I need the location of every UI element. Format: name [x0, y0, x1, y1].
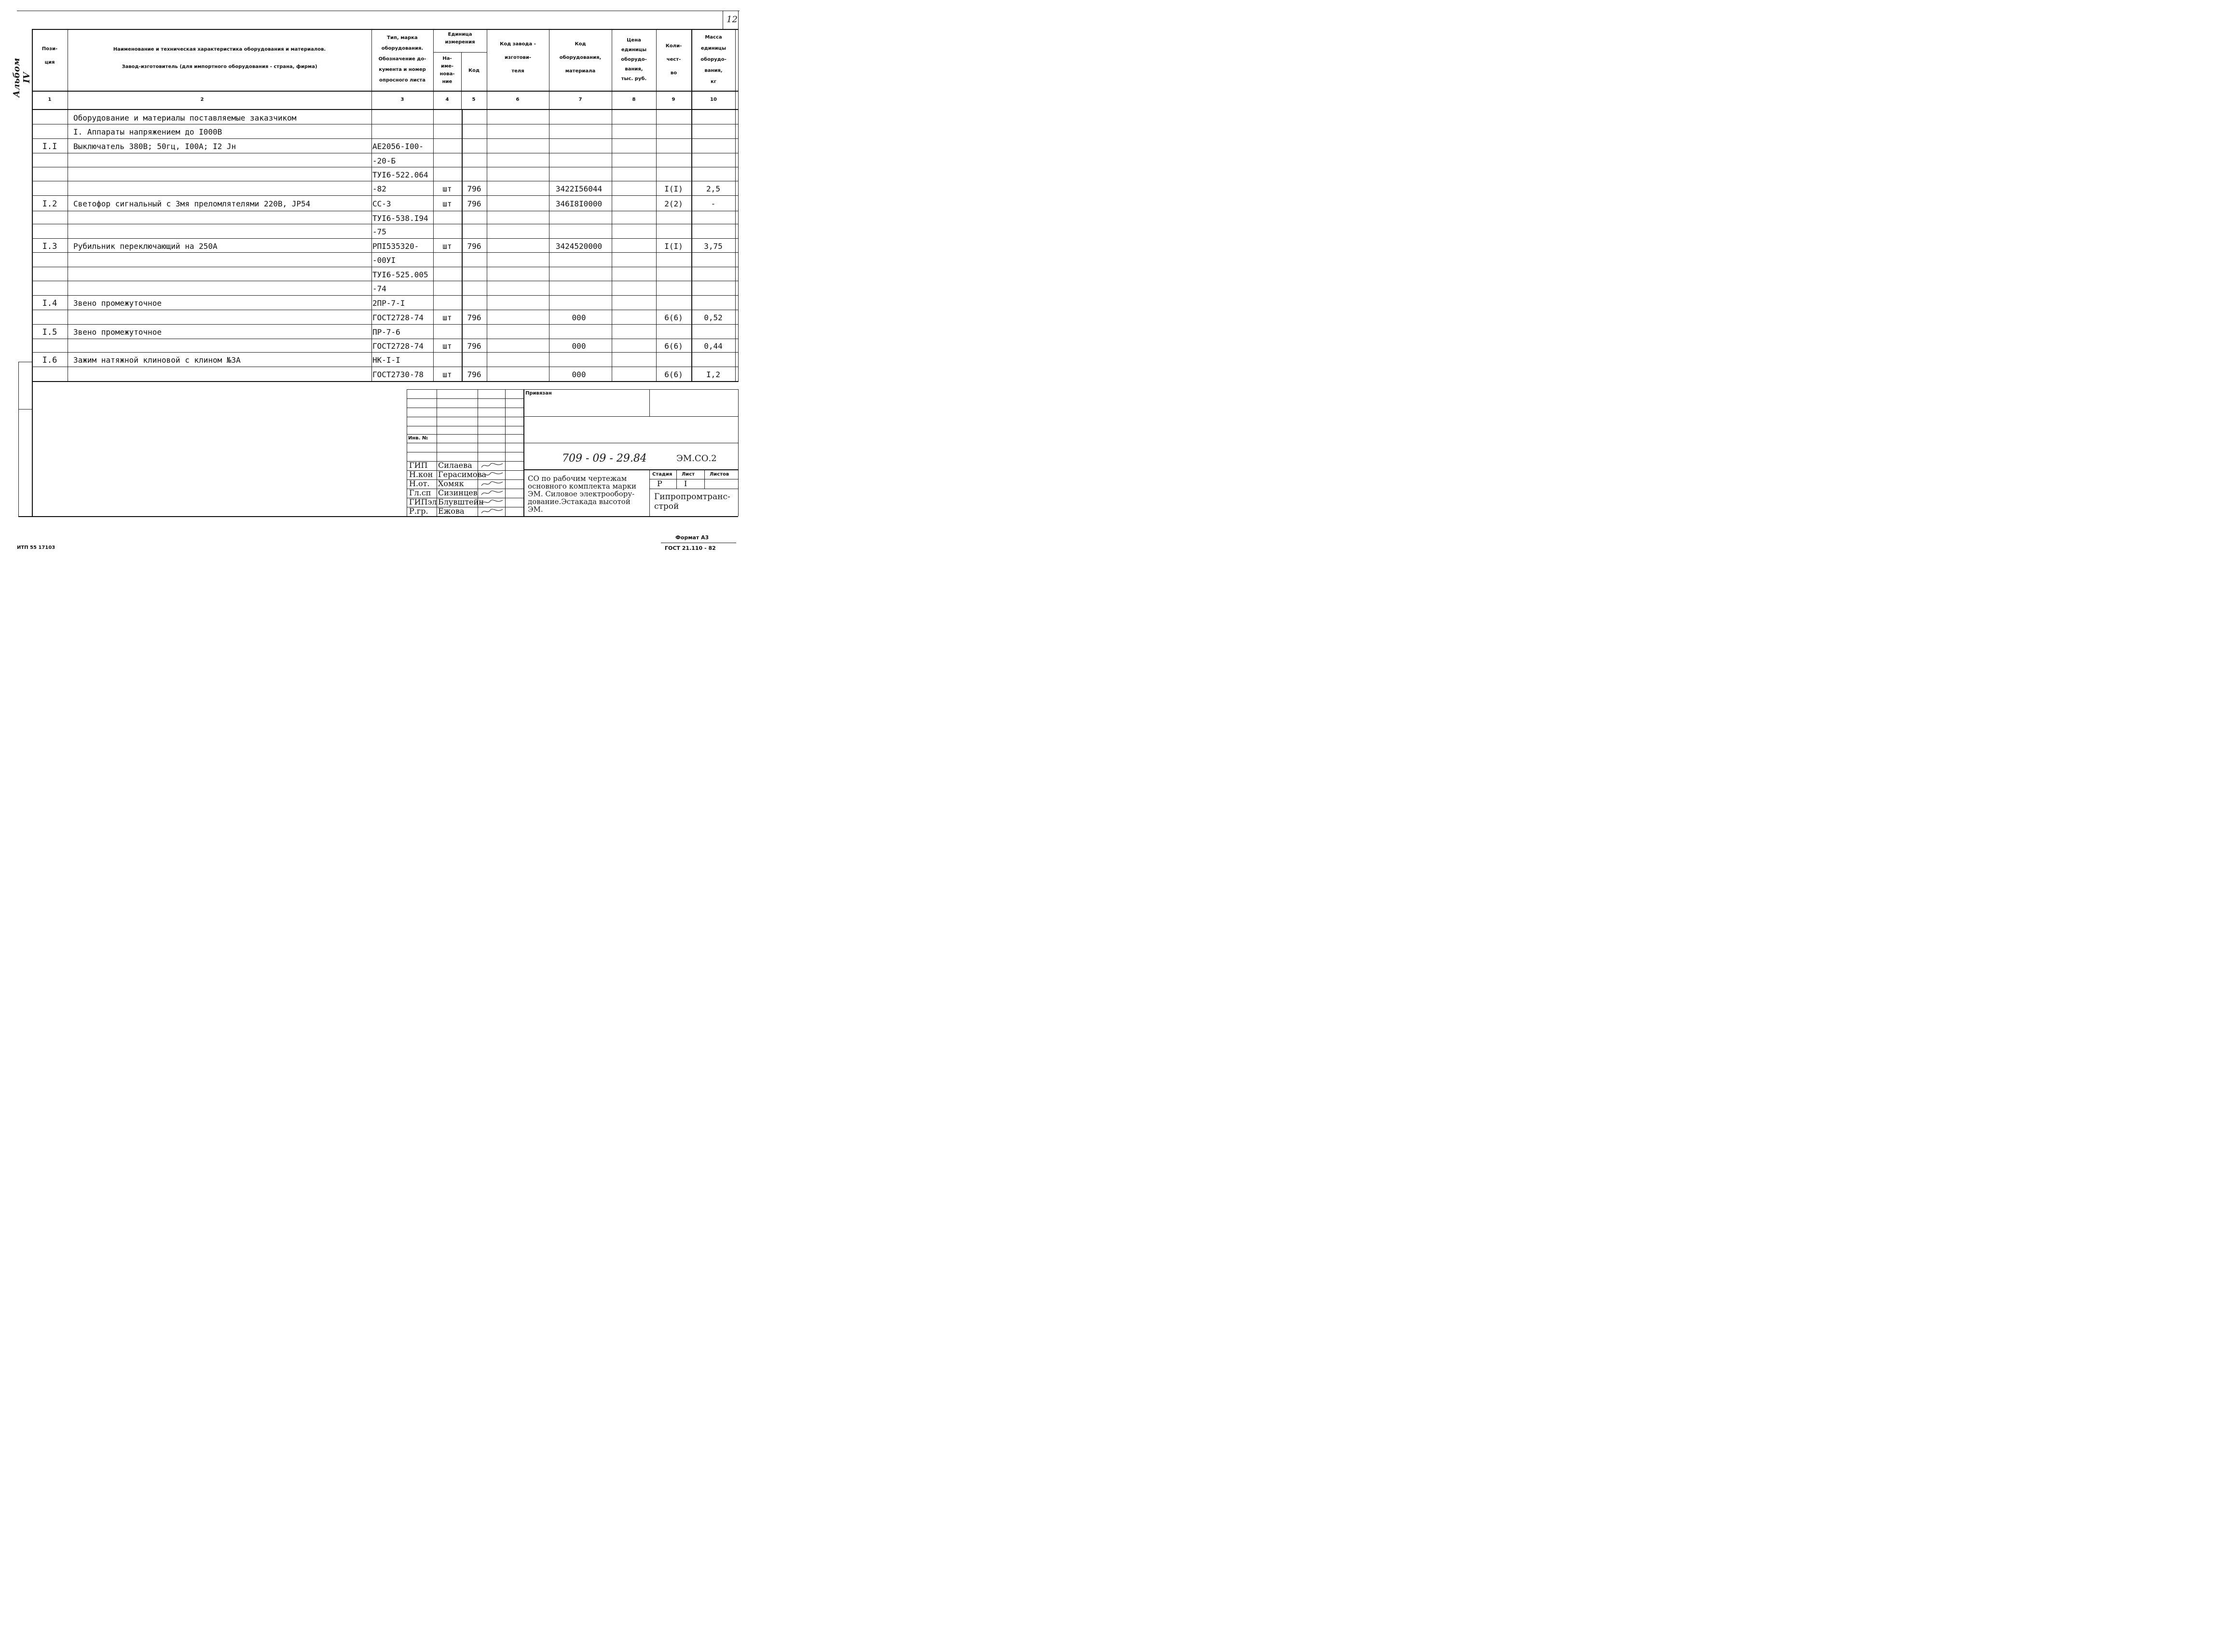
- left-code: ИТП 55 17103: [17, 545, 55, 550]
- handwritten-signature: [480, 480, 504, 488]
- cell-name: Рубильник переключающий на 250А: [73, 241, 218, 251]
- cell-equip-code: 3422I56044: [555, 184, 603, 193]
- cell-mass: 0,44: [704, 341, 723, 351]
- signature-name: Блувштейн: [438, 497, 484, 506]
- header-price: Цена единицы оборудо- вания, тыс. руб.: [621, 38, 647, 82]
- row-divider: [32, 352, 738, 353]
- cell-type: РПI535320-: [372, 241, 419, 251]
- colnum-6: 6: [516, 97, 520, 102]
- cell-equip-code: 000: [572, 341, 586, 351]
- cell-type: -75: [372, 227, 386, 236]
- cell-position: I.I: [42, 142, 57, 151]
- cell-position: I.2: [42, 199, 57, 209]
- cell-type: АЕ2056-I00-: [372, 142, 424, 151]
- signature-name: Сизинцев: [438, 488, 478, 497]
- header-factory-code: Код завода - изготови- теля: [500, 41, 536, 74]
- cell-unit: шт: [442, 184, 452, 193]
- cell-unit: шт: [442, 199, 452, 208]
- signature-role: Р.гр.: [409, 506, 428, 516]
- unit-group-divider: [433, 52, 487, 53]
- cell-quantity: I(I): [664, 184, 683, 193]
- cell-position: I.6: [42, 355, 57, 365]
- header-mass: Масса единицы оборудо- вания, кг: [700, 35, 727, 84]
- row-divider: [32, 238, 738, 239]
- cell-unit: шт: [442, 313, 452, 322]
- cell-equip-code: 000: [572, 370, 586, 379]
- sheets-label: Листов: [710, 472, 729, 477]
- cell-unit: шт: [442, 241, 452, 251]
- cell-type: НК-I-I: [372, 355, 400, 365]
- margin-bracket-mid: [18, 409, 32, 410]
- colnum-10: 10: [710, 97, 717, 102]
- header-name-line2: Завод-изготовитель (для импортного оборудования - страна, фирма): [122, 64, 317, 69]
- signature-name: Герасимова: [438, 470, 487, 479]
- row-divider: [32, 295, 738, 296]
- table-top-border: [32, 29, 738, 30]
- handwritten-signature: [480, 462, 504, 469]
- cell-unit-code: 796: [467, 341, 481, 351]
- cell-name: Звено промежуточное: [73, 328, 162, 337]
- signature-role: ГИП: [409, 461, 428, 470]
- header-equip-code: Код оборудования, материала: [559, 41, 602, 74]
- cell-position: I.5: [42, 328, 57, 337]
- colnum-8: 8: [632, 97, 636, 102]
- sheet-number: 12: [727, 14, 738, 25]
- cell-type: ТУI6-522.064: [372, 170, 428, 179]
- signature-name: Хомяк: [438, 479, 464, 488]
- handwritten-signature: [480, 489, 504, 497]
- colnum-7: 7: [578, 97, 582, 102]
- signature-name: Силаева: [438, 461, 472, 470]
- cell-equip-code: 346I8I0000: [555, 199, 603, 208]
- table-left-border: [32, 29, 33, 516]
- cell-type: -82: [372, 184, 386, 193]
- cell-type: ТУI6-525.005: [372, 270, 428, 279]
- header-quantity: Коли- чест- во: [665, 43, 682, 76]
- cell-type: ГОСТ2730-78: [372, 370, 424, 379]
- cell-name: Выключатель 380В; 50гц, I00А; I2 Jн: [73, 142, 236, 151]
- cell-name: Оборудование и материалы поставляемые заказчиком: [73, 113, 297, 123]
- stage-label: Стадия: [652, 472, 672, 477]
- cell-mass: -: [711, 199, 716, 208]
- margin-bracket: [18, 362, 19, 516]
- handwritten-signature: [480, 471, 504, 478]
- cell-unit-code: 796: [467, 184, 481, 193]
- header-unit-code: Код: [468, 68, 480, 73]
- signature-role: Н.кон: [409, 470, 433, 479]
- document-code: ЭМ.СО.2: [676, 453, 717, 464]
- standard-label: ГОСТ 21.110 - 82: [665, 545, 716, 551]
- header-position: Пози- ция: [41, 46, 58, 65]
- colnum-bottom-line: [32, 109, 738, 110]
- cell-mass: 0,52: [704, 313, 723, 322]
- cell-equip-code: 3424520000: [555, 241, 603, 251]
- row-divider: [32, 324, 738, 325]
- privyazan-label: Привязан: [525, 391, 552, 396]
- signature-name: Ежова: [438, 506, 465, 516]
- colnum-4: 4: [445, 97, 449, 102]
- colnum-9: 9: [672, 97, 675, 102]
- cell-type: -74: [372, 284, 386, 293]
- cell-position: I.4: [42, 299, 57, 308]
- cell-name: I. Аппараты напряжением до I000В: [73, 127, 222, 137]
- header-unit-name: На- име- нова- ние: [439, 56, 455, 84]
- cell-type: ПР-7-6: [372, 328, 400, 337]
- sheet-label: Лист: [682, 472, 695, 477]
- format-label: Формат А3: [675, 534, 709, 541]
- cell-unit-code: 796: [467, 313, 481, 322]
- header-name-line1: Наименование и техническая характеристика оборудования и материалов.: [113, 47, 326, 52]
- handwritten-signature: [480, 498, 504, 506]
- cell-type: 2ПР-7-I: [372, 299, 405, 308]
- cell-type: ГОСТ2728-74: [372, 341, 424, 351]
- signature-role: Н.от.: [409, 479, 430, 488]
- header-unit-group: Единица измерения: [445, 32, 475, 45]
- header-bottom-line: [32, 91, 738, 92]
- signature-role: Гл.сп: [409, 488, 431, 497]
- organization: Гипропромтранс- строй: [654, 492, 730, 511]
- cell-position: I.3: [42, 241, 57, 251]
- cell-equip-code: 000: [572, 313, 586, 322]
- album-label: Альбом IV: [12, 58, 32, 97]
- col-line-4: [461, 52, 462, 110]
- document-description: СО по рабочим чертежам основного комплекта марки ЭМ. Силовое электрообору- дование.Эстакада высотой ЭМ.: [528, 474, 637, 514]
- cell-unit: шт: [442, 341, 452, 351]
- colnum-1: 1: [48, 97, 52, 102]
- row-divider: [32, 195, 738, 196]
- cell-quantity: 2(2): [664, 199, 683, 208]
- cell-quantity: 6(6): [664, 341, 683, 351]
- cell-type: ТУI6-538.I94: [372, 213, 428, 223]
- table-bottom-line: [32, 381, 738, 382]
- cell-mass: 3,75: [704, 241, 723, 251]
- row-divider: [32, 252, 738, 253]
- handwritten-signature: [480, 507, 504, 515]
- cell-unit-code: 796: [467, 370, 481, 379]
- signature-role: ГИПэл: [409, 497, 437, 506]
- cell-type: СС-3: [372, 199, 391, 208]
- cell-name: Зажим натяжной клиновой с клином №3А: [73, 355, 241, 365]
- cell-name: Светофор сигнальный с 3мя преломлятелями 220В, JР54: [73, 199, 311, 208]
- colnum-3: 3: [400, 97, 404, 102]
- inv-no-label: Инв. №: [408, 436, 428, 441]
- stage-value: Р: [657, 479, 662, 488]
- cell-quantity: I(I): [664, 241, 683, 251]
- cell-name: Звено промежуточное: [73, 299, 162, 308]
- colnum-2: 2: [200, 97, 204, 102]
- cell-mass: I,2: [706, 370, 720, 379]
- row-divider: [32, 138, 738, 139]
- cell-quantity: 6(6): [664, 370, 683, 379]
- colnum-5: 5: [472, 97, 476, 102]
- header-type: Тип, марка оборудования. Обозначение до- кумента и номер опросного листа: [378, 35, 426, 83]
- cell-unit-code: 796: [467, 199, 481, 208]
- document-number: 709 - 09 - 29.84: [562, 452, 647, 464]
- cell-type: ГОСТ2728-74: [372, 313, 424, 322]
- frame-right-border: [738, 11, 739, 382]
- cell-unit: шт: [442, 370, 452, 379]
- cell-type: -20-Б: [372, 156, 396, 165]
- cell-type: -00УI: [372, 256, 396, 265]
- cell-mass: 2,5: [706, 184, 720, 193]
- cell-quantity: 6(6): [664, 313, 683, 322]
- sheet-value: I: [684, 479, 687, 488]
- cell-unit-code: 796: [467, 241, 481, 251]
